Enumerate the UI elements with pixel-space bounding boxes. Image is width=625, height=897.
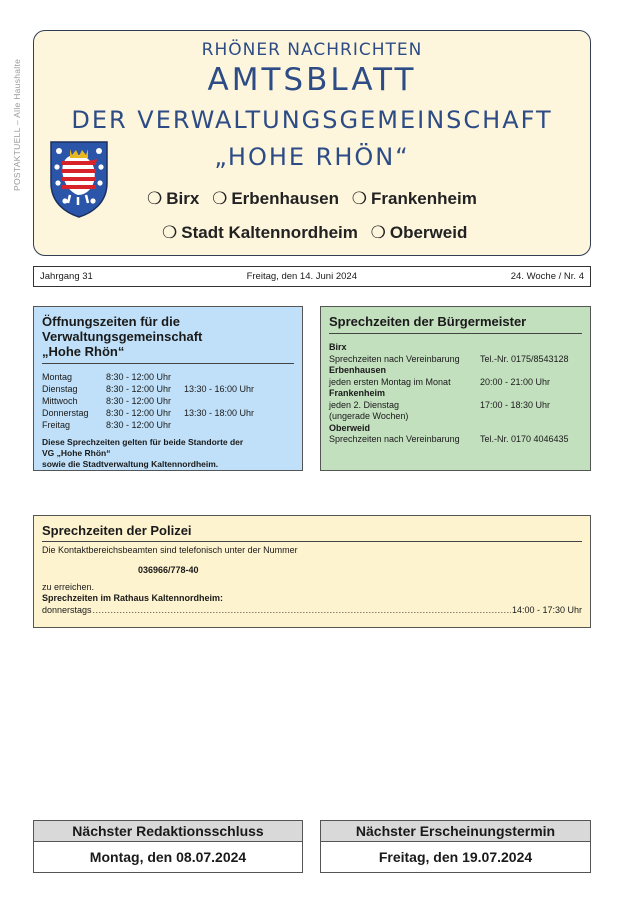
masthead-title: AMTSBLATT [207, 62, 417, 98]
opening-hours-title: Öffnungszeiten für die Verwaltungsgemeinschaft „Hohe Rhön“ [42, 314, 203, 359]
community-frankenheim: ❍ Frankenheim [351, 189, 477, 208]
mayor-hours-row: jeden ersten Montag im Monat 20:00 - 21:00 Uhr [329, 376, 551, 387]
divider [42, 363, 294, 364]
editorial-deadline-label: Nächster Redaktionsschluss [34, 821, 302, 842]
rathaus-hours-heading: Sprechzeiten im Rathaus Kaltennordheim: [42, 593, 224, 603]
volume: Jahrgang 31 [40, 271, 93, 282]
place-name: Birx [329, 342, 347, 352]
police-hours-box [33, 515, 591, 628]
ring-bullet-icon: ❍ [147, 189, 163, 208]
editorial-deadline-date: Montag, den 08.07.2024 [89, 849, 247, 865]
next-issue-date: Freitag, den 19.07.2024 [378, 849, 533, 865]
ring-bullet-icon: ❍ [351, 189, 367, 208]
distribution-note: POSTAKTUELL – Alle Haushalte [12, 58, 22, 192]
place-name: Erbenhausen [329, 365, 387, 375]
ring-bullet-icon: ❍ [370, 223, 386, 242]
rathaus-hours-row [42, 605, 582, 617]
police-intro: Die Kontaktbereichsbeamten sind telefonisch unter der Nummer [42, 545, 298, 555]
issue-date: Freitag, den 14. Juni 2024 [246, 271, 357, 282]
divider [42, 541, 582, 542]
hours-row: Dienstag 8:30 - 12:00 Uhr 13:30 - 16:00 Uhr [42, 384, 255, 394]
community-erbenhausen: ❍ Erbenhausen [212, 189, 340, 208]
hours-row: Mittwoch 8:30 - 12:00 Uhr [42, 396, 172, 406]
masthead-org: DER VERWALTUNGSGEMEINSCHAFT [71, 106, 553, 134]
community-oberweid: ❍ Oberweid [370, 223, 468, 242]
hours-row: Montag 8:30 - 12:00 Uhr [42, 372, 172, 382]
rathaus-day: donnerstags [42, 604, 92, 615]
mayor-hours-box [320, 306, 591, 471]
ring-bullet-icon: ❍ [162, 223, 178, 242]
ring-bullet-icon: ❍ [212, 189, 228, 208]
next-issue-label: Nächster Erscheinungstermin [321, 821, 590, 842]
coat-of-arms-icon [48, 139, 110, 219]
hours-row: Donnerstag 8:30 - 12:00 Uhr 13:30 - 18:00 Uhr [42, 408, 255, 418]
opening-hours-note: Diese Sprechzeiten gelten für beide Standorte der VG „Hohe Rhön“ sowie die Stadtverwaltung Kaltennordheim. [42, 437, 244, 469]
member-communities-row-1 [147, 189, 485, 209]
place-name: Oberweid [329, 422, 371, 433]
mayor-hours-row: jeden 2. Dienstag 17:00 - 18:30 Uhr [329, 399, 551, 410]
mayor-hours-row: (ungerade Wochen) [329, 411, 409, 421]
opening-hours-box [33, 306, 303, 471]
next-issue-box [320, 820, 591, 873]
editorial-deadline-box [33, 820, 303, 873]
mayor-hours-title: Sprechzeiten der Bürgermeister [329, 314, 527, 329]
police-phone: 036966/778-40 [138, 564, 199, 575]
issue-number: 24. Woche / Nr. 4 [510, 271, 584, 282]
police-reach: zu erreichen. [42, 581, 95, 592]
issue-info-bar [33, 266, 591, 287]
place-name: Frankenheim [329, 388, 386, 398]
community-kaltennordheim: ❍ Stadt Kaltennordheim [162, 223, 358, 242]
member-communities-row-2 [162, 223, 475, 243]
masthead-subtitle: RHÖNER NACHRICHTEN [201, 40, 423, 60]
divider [329, 333, 582, 334]
mayor-hours-row: Sprechzeiten nach Vereinbarung Tel.-Nr. 0170 4046435 [329, 434, 569, 444]
masthead-org-name: „HOHE RHÖN“ [214, 143, 410, 171]
mayor-hours-row: Sprechzeiten nach Vereinbarung Tel.-Nr. 0175/8543128 [329, 353, 569, 364]
police-hours-title: Sprechzeiten der Polizei [42, 523, 192, 538]
masthead [33, 30, 591, 256]
hours-row: Freitag 8:30 - 12:00 Uhr [42, 420, 172, 430]
community-birx: ❍ Birx [147, 189, 200, 208]
rathaus-time: 14:00 - 17:30 Uhr [511, 604, 582, 615]
dot-leader [93, 605, 511, 617]
